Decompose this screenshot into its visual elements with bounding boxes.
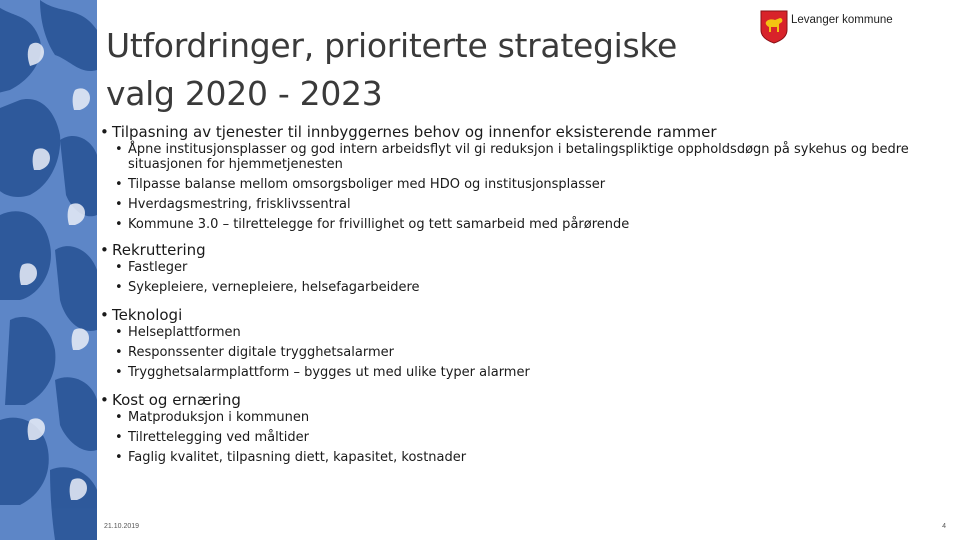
section-heading: • Rekruttering (100, 240, 940, 260)
list-item: • Hverdagsmestring, frisklivssentral (115, 197, 940, 212)
section-rekruttering (100, 240, 940, 295)
horse-pattern-icon (0, 0, 97, 540)
list-item: • Tilrettelegging ved måltider (115, 430, 940, 445)
decorative-side-strip (0, 0, 97, 540)
sub-list (100, 260, 940, 295)
bullet-content (100, 122, 940, 470)
list-item: • Matproduksjon i kommunen (115, 410, 940, 425)
section-heading: • Kost og ernæring (100, 390, 940, 410)
list-item: • Kommune 3.0 – tilrettelegge for frivillighet og tett samarbeid med pårørende (115, 217, 940, 232)
list-item: • Sykepleiere, vernepleiere, helsefagarbeidere (115, 280, 940, 295)
section-heading: • Teknologi (100, 305, 940, 325)
sub-list (100, 410, 940, 465)
sub-list (100, 142, 940, 232)
page-number: 4 (942, 523, 946, 530)
list-item: • Tilpasse balanse mellom omsorgsboliger med HDO og institusjonsplasser (115, 177, 940, 192)
section-tilpasning (100, 122, 940, 232)
list-item: • Åpne institusjonsplasser og god intern arbeidsflyt vil gi reduksjon i betalingspliktige oppholdsdøgn på sykehus og bedre situasjonen for hjemmetjenesten (115, 142, 940, 172)
section-heading: • Tilpasning av tjenester til innbyggernes behov og innenfor eksisterende rammer (100, 122, 940, 142)
page-title (106, 22, 746, 118)
list-item: • Helseplattformen (115, 325, 940, 340)
list-item: • Responssenter digitale trygghetsalarmer (115, 345, 940, 360)
organization-name: Levanger kommune (791, 14, 893, 26)
list-item: • Faglig kvalitet, tilpasning diett, kapasitet, kostnader (115, 450, 940, 465)
list-item: • Fastleger (115, 260, 940, 275)
list-item: • Trygghetsalarmplattform – bygges ut med ulike typer alarmer (115, 365, 940, 380)
section-kost (100, 390, 940, 465)
title-line-1: Utfordringer, prioriterte strategiske (106, 26, 678, 65)
coat-of-arms-icon (760, 10, 788, 44)
section-teknologi (100, 305, 940, 380)
sub-list (100, 325, 940, 380)
title-line-2: valg 2020 - 2023 (106, 74, 383, 113)
footer-date: 21.10.2019 (104, 523, 140, 530)
